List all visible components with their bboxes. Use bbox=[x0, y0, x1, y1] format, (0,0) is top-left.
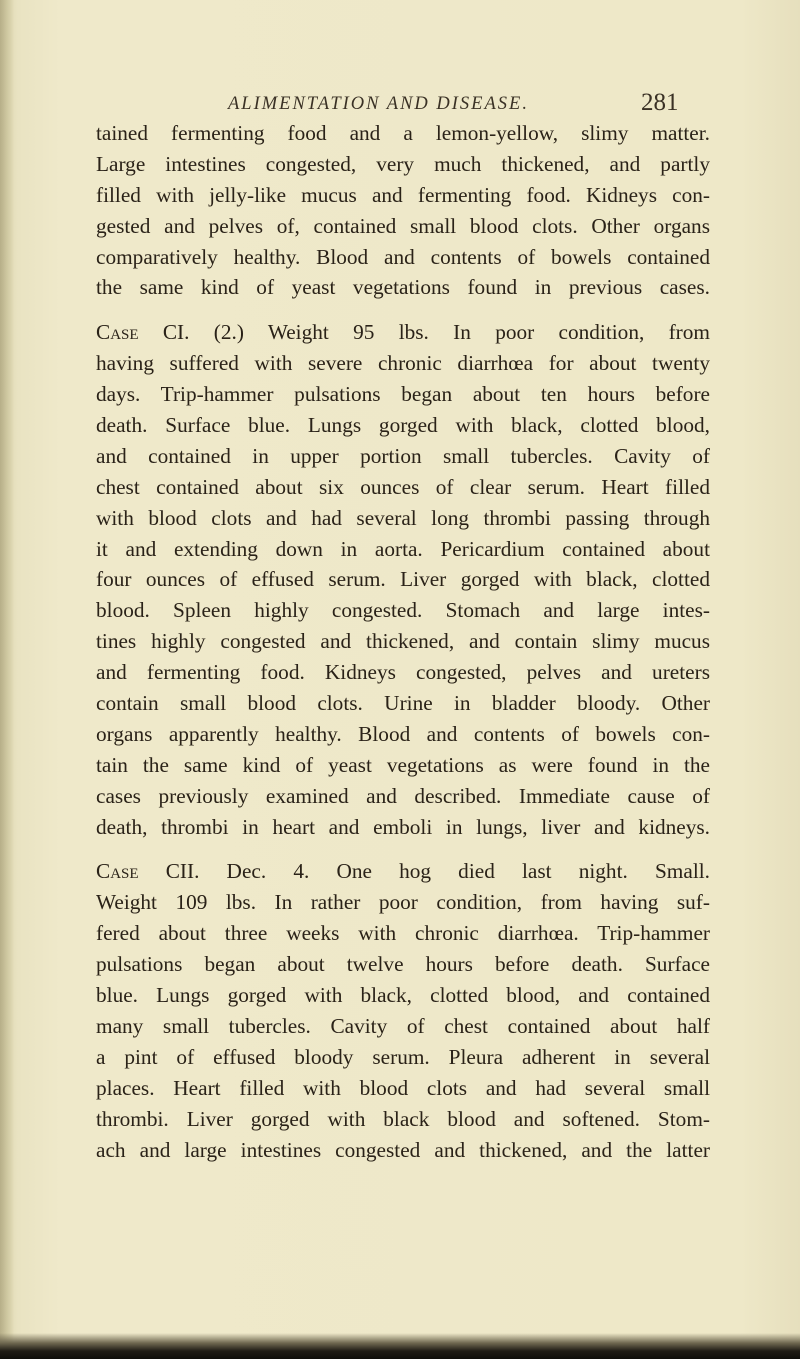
text-line: blue. Lungs gorged with black, clotted blood, and contained bbox=[96, 983, 710, 1008]
text-line: cases previously examined and described. Immediate cause of bbox=[96, 783, 710, 808]
text-line: comparatively healthy. Blood and contents of bowels contained bbox=[96, 244, 710, 269]
case-heading-line: Case CII. Dec. 4. One hog died last night. Small. bbox=[96, 859, 710, 884]
paragraph-case-cii bbox=[96, 856, 710, 1165]
text-line: with blood clots and had several long thrombi passing through bbox=[96, 505, 710, 530]
spine-shadow bbox=[0, 0, 14, 1359]
text-line: days. Trip-hammer pulsations began about ten hours before bbox=[96, 382, 710, 407]
text-line: places. Heart filled with blood clots and had several small bbox=[96, 1075, 710, 1100]
text-line: organs apparently healthy. Blood and contents of bowels con- bbox=[96, 721, 710, 746]
text-line: the same kind of yeast vegetations found in previous cases. bbox=[96, 275, 710, 300]
text-line: it and extending down in aorta. Pericardium contained about bbox=[96, 536, 710, 561]
text-line: tines highly congested and thickened, and contain slimy mucus bbox=[96, 629, 710, 654]
text-line: ach and large intestines congested and thickened, and the latter bbox=[96, 1137, 710, 1162]
text-line: tained fermenting food and a lemon-yellow, slimy matter. bbox=[96, 121, 710, 145]
text-line: Large intestines congested, very much thickened, and partly bbox=[96, 151, 710, 176]
text-line: death. Surface blue. Lungs gorged with black, clotted blood, bbox=[96, 413, 710, 438]
text-line: Weight 109 lbs. In rather poor condition, from having suf- bbox=[96, 890, 710, 915]
text-line: gested and pelves of, contained small blood clots. Other organs bbox=[96, 213, 710, 238]
page-bottom-edge bbox=[0, 1333, 800, 1359]
text-line: pulsations began about twelve hours before death. Surface bbox=[96, 952, 710, 977]
case-heading-line: Case CI. (2.) Weight 95 lbs. In poor condition, from bbox=[96, 320, 710, 345]
text-line: blood. Spleen highly congested. Stomach and large intes- bbox=[96, 598, 710, 623]
text-line: four ounces of effused serum. Liver gorged with black, clotted bbox=[96, 567, 710, 592]
text-line: death, thrombi in heart and emboli in lungs, liver and kidneys. bbox=[96, 814, 710, 839]
running-head: ALIMENTATION AND DISEASE. bbox=[228, 94, 529, 114]
text-line: having suffered with severe chronic diarrhœa for about twenty bbox=[96, 351, 710, 376]
paragraph-continuation bbox=[96, 118, 710, 303]
body-text bbox=[96, 118, 710, 1165]
text-line: contain small blood clots. Urine in bladder bloody. Other bbox=[96, 691, 710, 716]
text-line: a pint of effused bloody serum. Pleura adherent in several bbox=[96, 1044, 710, 1069]
text-line: tain the same kind of yeast vegetations as were found in the bbox=[96, 752, 710, 777]
text-line: and fermenting food. Kidneys congested, pelves and ureters bbox=[96, 660, 710, 685]
text-line: filled with jelly-like mucus and fermenting food. Kidneys con- bbox=[96, 182, 710, 207]
text-line: many small tubercles. Cavity of chest contained about half bbox=[96, 1013, 710, 1038]
text-line: chest contained about six ounces of clear serum. Heart filled bbox=[96, 474, 710, 499]
text-line: thrombi. Liver gorged with black blood and softened. Stom- bbox=[96, 1106, 710, 1131]
text-line: and contained in upper portion small tubercles. Cavity of bbox=[96, 443, 710, 468]
page-number: 281 bbox=[641, 89, 679, 116]
paragraph-case-ci bbox=[96, 317, 710, 842]
text-line: fered about three weeks with chronic diarrhœa. Trip-hammer bbox=[96, 921, 710, 946]
